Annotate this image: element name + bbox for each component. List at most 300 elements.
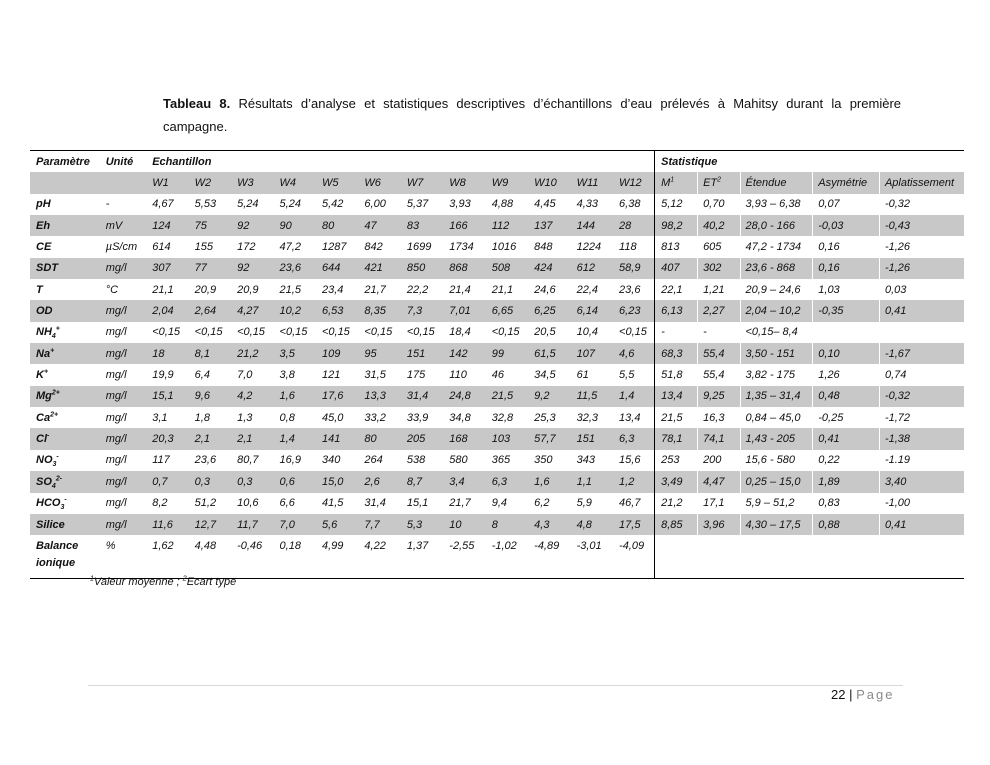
sample-value: 34,8 [449,411,471,424]
sample-value: 47 [358,215,400,236]
row-unit: µS/cm [105,241,138,254]
sample-value: 1016 [491,241,517,254]
column-header-w5: W5 [316,172,358,193]
column-header-w2: W2 [189,172,231,193]
stat-value: -1.19 [884,454,911,467]
row-unit: - [105,198,110,211]
sample-value: 365 [491,454,511,467]
sample-value: 1,4 [274,428,316,449]
sample-value: 95 [358,343,400,364]
stat-value: 13,4 [655,386,697,407]
parameter-name: NH [36,326,52,339]
sample-value: -4,09 [613,535,655,579]
sample-value: 6,65 [486,300,528,321]
sample-value: 17,6 [316,386,358,407]
results-table [30,150,964,579]
stat-value: 302 [697,258,739,279]
table-row [30,493,964,514]
sample-value: -1,02 [486,535,528,579]
sample-value: 166 [443,215,485,236]
column-header-w11: W11 [571,172,613,193]
sample-value: -2,55 [443,535,485,579]
row-unit: mg/l [100,514,146,535]
sample-value: 842 [364,241,383,254]
column-header-w4: W4 [274,172,316,193]
table-row-balance [30,535,964,579]
sample-value: 107 [571,343,613,364]
parameter-name: Na [36,347,51,360]
column-header-stat-3 [812,172,879,193]
sample-value: 4,67 [152,198,174,211]
sample-value: 6,3 [613,428,655,449]
sample-value: 4,33 [576,198,599,211]
stat-value: -0,35 [812,300,879,321]
sample-value: 4,22 [358,535,400,579]
sample-value: 25,3 [534,411,556,424]
sample-value: 18,4 [449,326,471,339]
row-parameter [30,364,100,385]
row-unit: mg/l [105,454,127,467]
row-unit: mg/l [105,369,127,382]
stat-value: 55,4 [697,343,739,364]
sample-value: 5,5 [619,369,635,382]
sample-value: <0,15 [406,326,435,339]
row-parameter [30,279,100,300]
parameter-sub: 4 [51,483,56,491]
stat-value: 3,40 [879,471,964,492]
sample-value: 155 [194,241,214,254]
sample-value: 21,1 [491,283,514,296]
column-header-w7: W7 [401,172,443,193]
row-parameter [30,493,100,514]
stat-value: 5,12 [655,194,697,215]
stat-value: -1,67 [879,343,964,364]
sample-value: 21,1 [152,283,174,296]
column-header-stat-0 [655,172,697,193]
stat-value: 21,2 [655,493,697,514]
stat-value: 78,1 [655,428,697,449]
sample-value: 7,0 [237,369,253,382]
sample-value: 31,4 [364,497,386,510]
sample-value: -3,01 [571,535,613,579]
stat-value: 21,5 [655,407,697,428]
sample-value: 10,2 [274,300,316,321]
stat-value: -0,25 [818,411,844,424]
header-blank-param [30,172,100,193]
stat-value: 1,35 – 31,4 [740,386,813,407]
sample-value: 57,7 [528,428,570,449]
sample-value: <0,15 [194,326,223,339]
stat-value: 4,47 [697,471,739,492]
stat-label: ET [703,177,718,190]
stat-value: -0,43 [879,215,964,236]
stat-value: <0,15– 8,4 [745,326,798,339]
sample-value: <0,15 [237,326,265,339]
sample-value: 340 [321,454,341,467]
sample-value: 15,6 [619,454,641,467]
stat-value: 200 [703,454,722,467]
stat-value: 605 [703,241,722,254]
table-row [30,258,964,279]
sample-value: 1287 [321,241,347,254]
stat-value: 0,41 [879,514,964,535]
sample-value: 343 [576,454,595,467]
sample-value: 1734 [449,241,474,254]
stat-value: 0,41 [812,428,879,449]
sample-value: 6,4 [194,369,210,382]
sample-value: 110 [449,369,467,382]
parameter-sup: 2+ [51,389,60,397]
stat-label: Étendue [745,177,787,190]
row-parameter [30,514,100,535]
sample-value: 32,8 [491,411,514,424]
row-parameter [30,236,100,257]
header-blank-unit [100,172,146,193]
stat-label: Aplatissement [884,177,955,190]
sample-value: 151 [401,343,443,364]
sample-value: 13,3 [358,386,400,407]
row-parameter [30,258,100,279]
sample-value: 58,9 [613,258,655,279]
stat-empty [655,535,964,579]
stat-value: -1,26 [884,241,911,254]
row-unit: mg/l [105,326,127,339]
column-header-w9: W9 [486,172,528,193]
row-unit: mg/l [100,258,146,279]
sample-value: 28 [613,215,655,236]
sample-value: 508 [486,258,528,279]
sample-value: 264 [364,454,383,467]
stat-value: 3,93 – 6,38 [745,198,801,211]
sample-value: 6,6 [279,497,295,510]
sample-value: 1,6 [274,386,316,407]
sample-value: 1699 [406,241,432,254]
table-row [30,364,964,385]
table-row [30,236,964,257]
sample-value: 205 [401,428,443,449]
sample-value: 421 [358,258,400,279]
table-row [30,194,964,215]
sample-value: 109 [316,343,358,364]
stat-value: 74,1 [697,428,739,449]
sample-value: 307 [146,258,188,279]
sample-value: 172 [237,241,256,254]
sample-value: <0,15 [321,326,350,339]
sample-value: 24,6 [534,283,556,296]
sample-value: 614 [152,241,171,254]
table-row [30,279,964,300]
sample-value: 10 [443,514,485,535]
row-unit: mg/l [100,386,146,407]
sample-value: 6,00 [364,198,386,211]
sample-value: 34,5 [534,369,556,382]
sample-value: 118 [619,241,637,254]
sample-value: 31,4 [401,386,443,407]
sample-value: 51,2 [194,497,217,510]
stat-value: 8,85 [655,514,697,535]
caption-label: Tableau 8. [163,96,231,111]
sample-value: 23,6 [619,283,641,296]
footnote-sup-2: 2 [182,575,187,583]
stat-value: 28,0 - 166 [740,215,813,236]
sample-value: 5,53 [194,198,217,211]
sample-value: 142 [443,343,485,364]
sample-value: 22,4 [576,283,599,296]
sample-value: 80,7 [237,454,259,467]
stat-value: 3,96 [697,514,739,535]
column-header-w10: W10 [528,172,570,193]
stat-value: 0,10 [812,343,879,364]
page-separator: | [845,687,857,702]
stat-value: -1,26 [879,258,964,279]
row-unit: mg/l [100,471,146,492]
stat-value: 0,16 [812,258,879,279]
column-header-w8: W8 [443,172,485,193]
sample-value: 90 [274,215,316,236]
sample-value: 12,7 [189,514,231,535]
column-header-w6: W6 [358,172,400,193]
sample-value: 16,9 [279,454,301,467]
stat-value: 23,6 - 868 [740,258,813,279]
sample-value: 7,7 [358,514,400,535]
parameter-sub: 3 [52,461,57,469]
sample-value: 5,6 [316,514,358,535]
sample-value: 13,4 [619,411,641,424]
sample-value: 580 [449,454,468,467]
stat-value: 0,88 [812,514,879,535]
stat-value: 2,04 – 10,2 [740,300,813,321]
sample-value: <0,15 [491,326,520,339]
sample-value: 15,1 [146,386,188,407]
table-caption [163,92,901,138]
stat-value: 5,9 – 51,2 [745,497,795,510]
sample-value: 6,3 [486,471,528,492]
sample-value: 8,7 [401,471,443,492]
sample-value: 168 [443,428,485,449]
sample-value: 19,9 [152,369,174,382]
column-header-w1: W1 [146,172,188,193]
sample-value: 6,38 [619,198,641,211]
sample-value: 46,7 [619,497,641,510]
stat-value: 0,07 [818,198,840,211]
parameter-name: SO [36,475,52,488]
sample-value: 8 [486,514,528,535]
sample-value: 22,2 [406,283,429,296]
stat-value: 16,3 [703,411,725,424]
sample-value: 46 [491,369,504,382]
stat-value: 2,27 [697,300,739,321]
table-row [30,428,964,449]
stat-value: 813 [655,236,697,257]
sample-value: 61,5 [528,343,570,364]
sample-value: 112 [486,215,528,236]
sample-value: 0,3 [189,471,231,492]
sample-value: 92 [231,215,273,236]
sample-value: 350 [534,454,553,467]
table-row [30,450,964,471]
sample-value: 80 [358,428,400,449]
stat-value: - [655,322,697,343]
sample-value: 0,7 [146,471,188,492]
parameter-name: Silice [36,518,65,531]
sample-value: 1,1 [571,471,613,492]
stat-value: 3,82 - 175 [745,369,796,382]
stat-value: 1,89 [812,471,879,492]
table-row [30,514,964,535]
sample-value: 144 [571,215,613,236]
sample-value: 3,4 [443,471,485,492]
stat-value [812,322,879,343]
sample-value: 121 [321,369,341,382]
parameter-name: Mg [36,390,52,403]
sample-value: 11,6 [146,514,188,535]
sample-value: 151 [571,428,613,449]
sample-value: 1,3 [237,411,253,424]
sample-value: 7,3 [401,300,443,321]
stat-value: - [703,326,707,339]
sample-value: 1,37 [401,535,443,579]
row-parameter [30,322,100,343]
sample-value: 9,4 [491,497,508,510]
sample-value: 83 [401,215,443,236]
page-number: 22 [831,687,846,702]
sample-value: 141 [316,428,358,449]
sample-value: 850 [401,258,443,279]
sample-value: 9,2 [528,386,570,407]
footnote-sup-1: 1 [90,575,94,583]
page-label: Page [856,687,895,702]
stat-sup: 2 [717,176,722,184]
sample-value: 1,2 [613,471,655,492]
row-unit: mV [100,215,146,236]
sample-value: 538 [406,454,426,467]
stat-value: 68,3 [655,343,697,364]
row-parameter [30,300,100,321]
stat-value: 1,21 [703,283,725,296]
header-unite: Unité [100,151,146,173]
sample-value: 848 [534,241,553,254]
sample-value: 137 [528,215,570,236]
sample-value: 2,1 [189,428,231,449]
row-parameter [30,194,100,215]
sample-value: 1,6 [528,471,570,492]
sample-value: 0,6 [274,471,316,492]
sample-value: 23,6 [274,258,316,279]
stat-value: -0,32 [879,386,964,407]
stat-value: 0,83 [818,497,840,510]
column-header-stat-1 [697,172,739,193]
parameter-sup: + [55,325,60,333]
sample-value: 21,7 [364,283,386,296]
sample-value: 6,14 [571,300,613,321]
sample-value: 10,4 [576,326,599,339]
stat-label: Asymétrie [818,177,868,190]
sample-value: 1,4 [613,386,655,407]
header-row [30,151,964,173]
parameter-sup: 2+ [50,411,59,419]
parameter-name: SDT [36,262,58,275]
sample-value: 1,8 [194,411,210,424]
stat-value: 22,1 [655,279,697,300]
sample-value: 1224 [576,241,602,254]
sample-value: 8,1 [189,343,231,364]
row-unit: % [100,535,146,579]
stat-value: 51,8 [655,364,697,385]
column-header-stat-4 [879,172,964,193]
header-statistique: Statistique [655,151,964,173]
sample-value: 5,37 [406,198,429,211]
footnote-mean: Valeur moyenne ; [93,576,183,588]
stat-value: -1,38 [879,428,964,449]
parameter-name: Ca [36,411,51,424]
sample-value: 4,27 [231,300,273,321]
sample-value: 1,62 [146,535,188,579]
row-unit: °C [105,283,119,296]
row-parameter [30,343,100,364]
sample-value: 23,6 [194,454,217,467]
stat-value: 47,2 - 1734 [745,241,802,254]
sample-value: 33,9 [406,411,429,424]
sample-value: 4,45 [534,198,556,211]
row-parameter [30,450,100,471]
sample-value: <0,15 [364,326,393,339]
sample-value: 4,48 [189,535,231,579]
sample-value: <0,15 [279,326,308,339]
sample-value: 20,5 [534,326,556,339]
sample-value: 5,24 [237,198,259,211]
parameter-name: Cl [36,433,47,446]
table-footnote [90,576,236,588]
stat-value: 15,6 - 580 [745,454,796,467]
stat-value: -1,72 [884,411,911,424]
sample-value: 2,1 [231,428,273,449]
sample-value: 5,42 [321,198,344,211]
sample-value: 7,0 [274,514,316,535]
sample-value: 3,93 [449,198,471,211]
sample-value: 21,5 [486,386,528,407]
sample-value: 2,6 [358,471,400,492]
stat-value: -0,03 [812,215,879,236]
table-row [30,215,964,236]
table-row [30,300,964,321]
stat-value: 0,03 [884,283,907,296]
stat-value: 3,49 [655,471,697,492]
sample-value: 3,8 [279,369,295,382]
sample-value: -4,89 [528,535,570,579]
parameter-name: HCO [36,497,61,510]
stat-value: 0,84 – 45,0 [745,411,801,424]
row-unit: mg/l [100,300,146,321]
table-row [30,343,964,364]
column-header-stat-2 [740,172,813,193]
column-header-w12: W12 [613,172,655,193]
caption-text: Résultats d’analyse et statistiques descriptives d’échantillons d’eau prélevés à Mahitsy durant la première campagne. [163,96,901,134]
sample-value: 3,5 [274,343,316,364]
stat-value: 6,13 [655,300,697,321]
table-row [30,407,964,428]
sample-value: 10,6 [237,497,259,510]
table-row [30,386,964,407]
row-unit: mg/l [100,428,146,449]
sample-value: <0,15 [619,326,647,339]
stat-value: 17,1 [703,497,725,510]
sample-value: 8,35 [358,300,400,321]
stat-value: 0,70 [703,198,725,211]
sample-value: 117 [152,454,170,467]
sample-value: 2,04 [146,300,188,321]
sample-value: 124 [146,215,188,236]
stat-value: 1,03 [818,283,840,296]
